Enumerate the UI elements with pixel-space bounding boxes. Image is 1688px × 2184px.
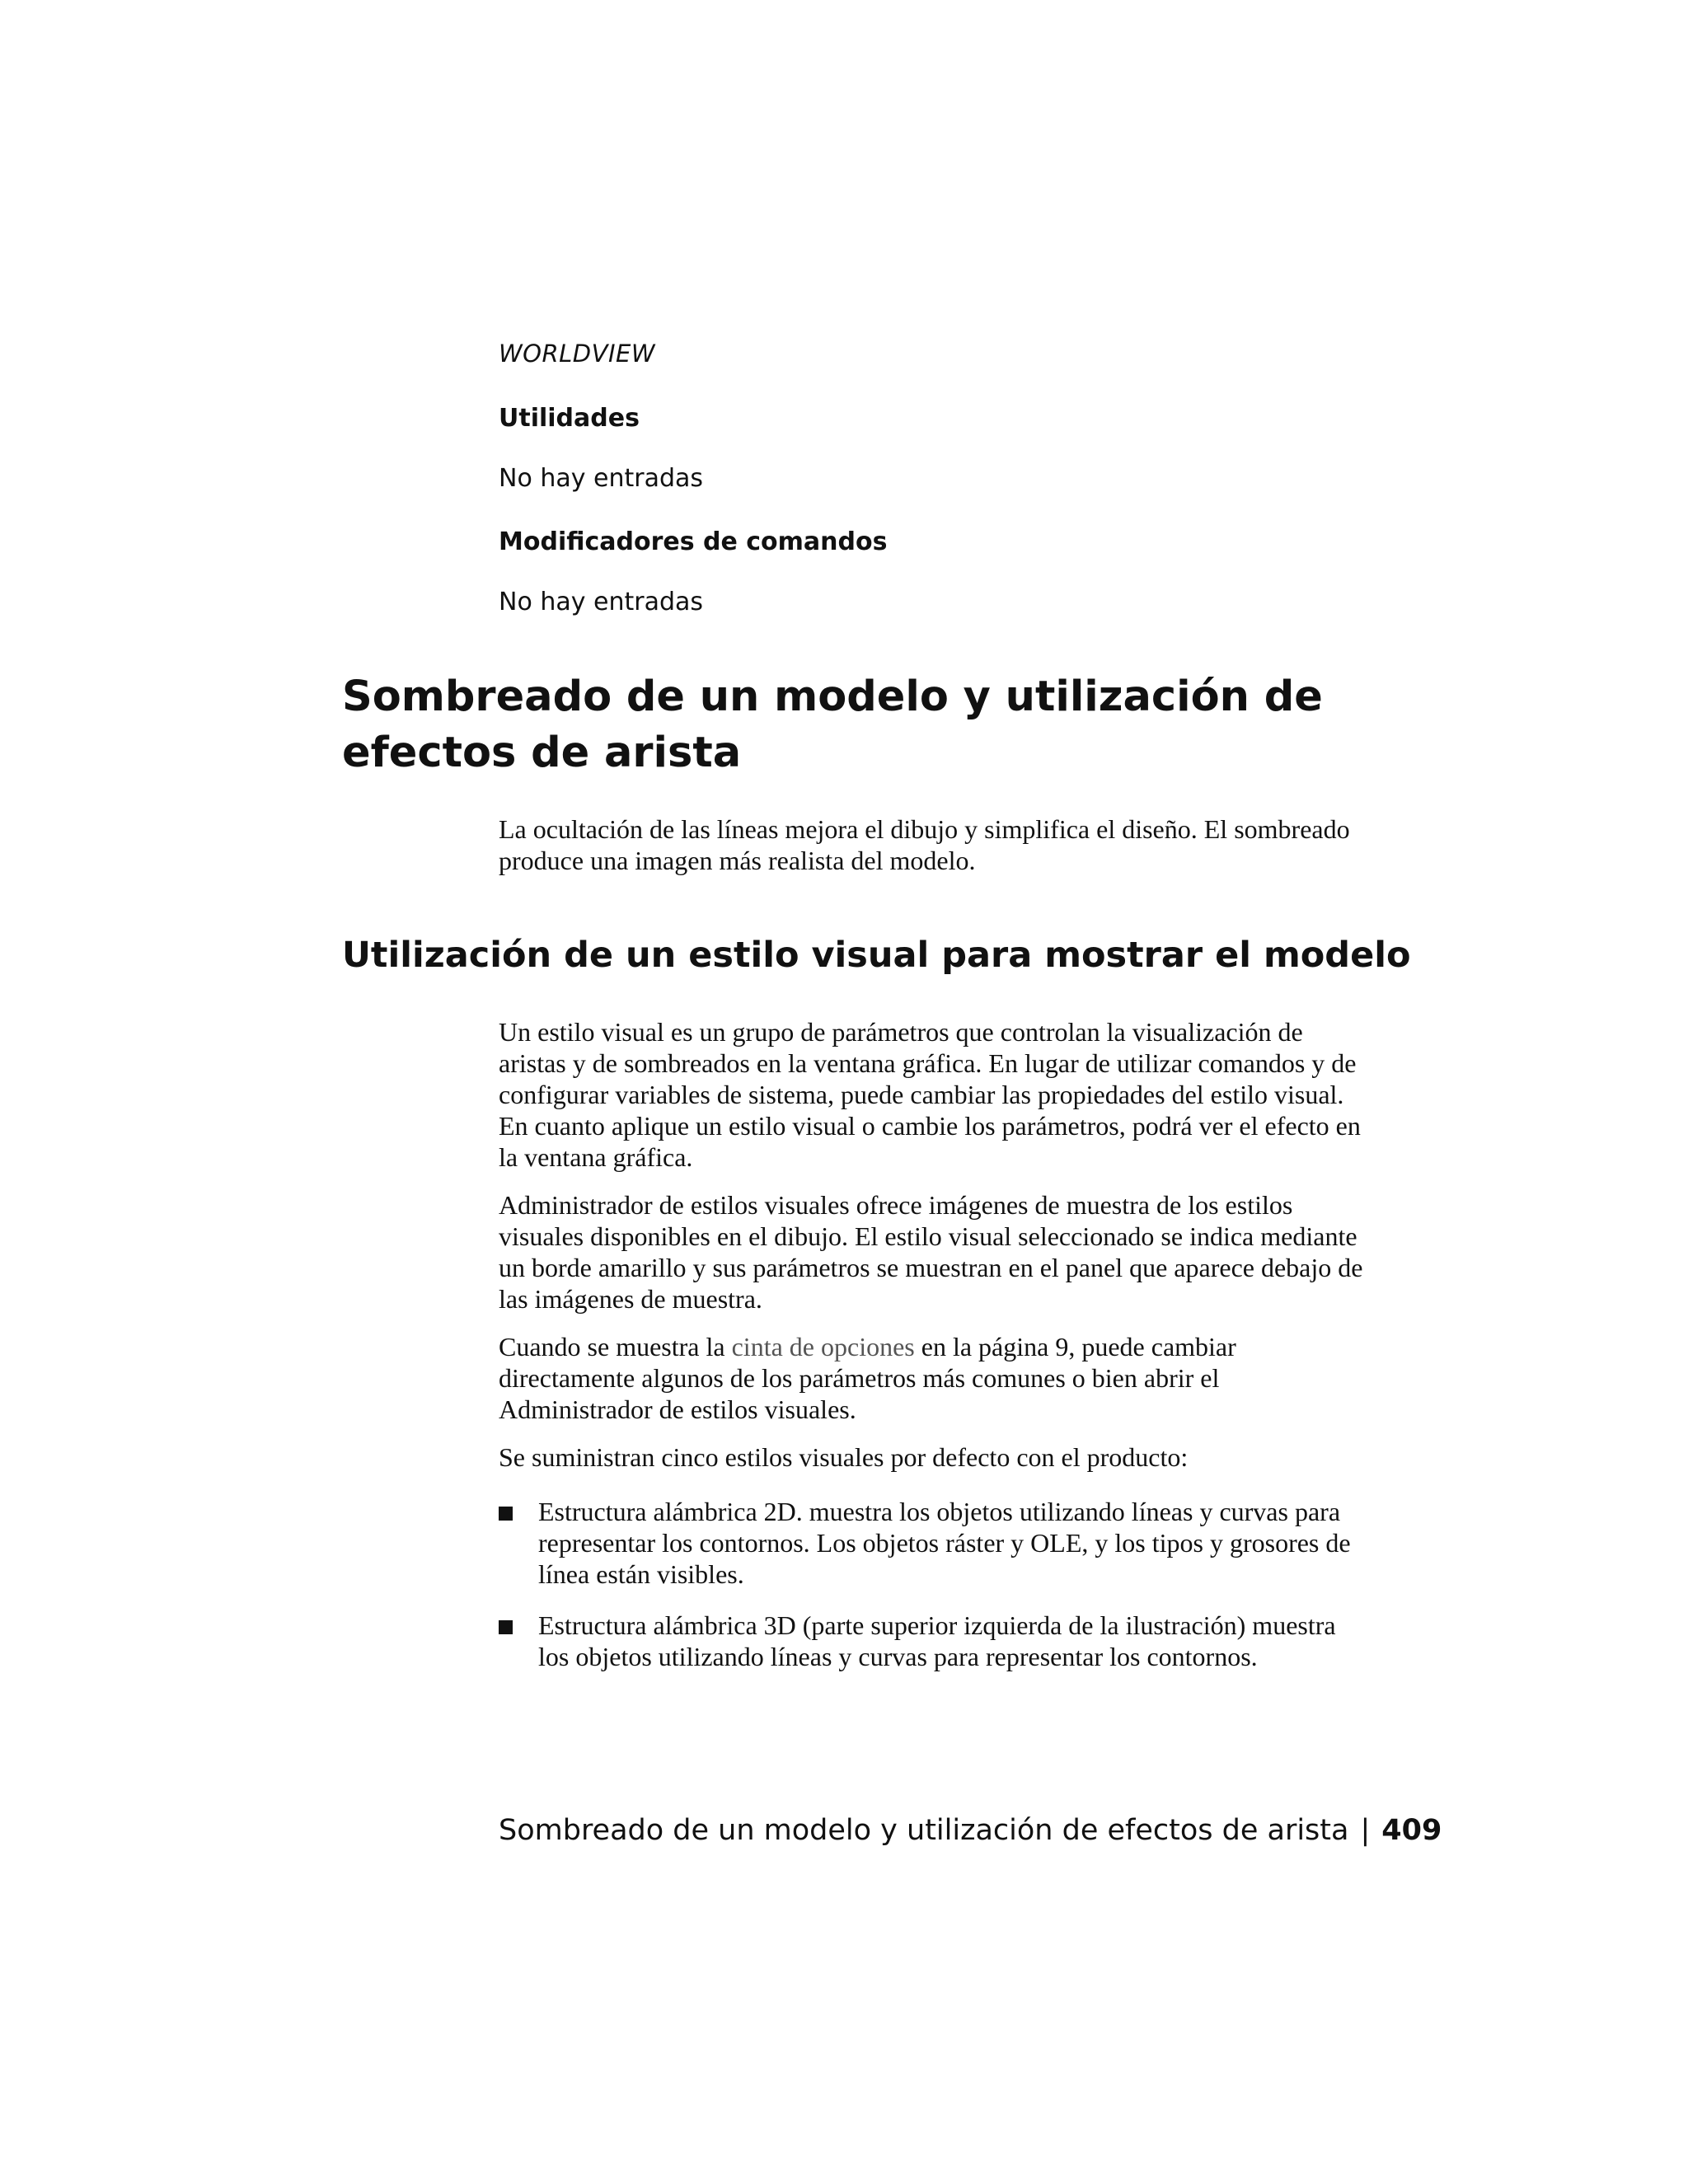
paragraph-ribbon-end: en la página 9, puede cambiar directamente algunos de los parámetros más comunes o bien abrir el Administrador de estilos visuales. [499,1332,1236,1424]
list-item-text: Estructura alámbrica 3D (parte superior izquierda de la ilustración) muestra los objetos utilizando líneas y curvas para representar los contornos. [538,1610,1336,1671]
command-name: WORLDVIEW [499,340,656,368]
bullet-square-icon [499,1507,513,1521]
ribbon-link[interactable]: cinta de opciones [731,1332,915,1361]
section-title: Sombreado de un modelo y utilización de efectos de arista [342,673,1323,777]
list-item [499,1610,1372,1672]
list-item-text: Estructura alámbrica 2D. muestra los objetos utilizando líneas y curvas para representar los contornos. Los objetos ráster y OLE, y los tipos y grosores de línea están visibles. [538,1497,1351,1589]
paragraph-ribbon [499,1331,1372,1425]
paragraph-visual-style: Un estilo visual es un grupo de parámetros que controlan la visualización de aristas y de sombreados en la ventana gráfica. En lugar de utilizar comandos y de configurar variables de sistema, puede cambiar las propiedades del estilo visual. En cuanto aplique un estilo visual o cambie los parámetros, podrá ver el efecto en la ventana gráfica. [499,1017,1361,1172]
modifiers-text: No hay entradas [499,588,704,616]
footer-separator: | [1360,1814,1371,1847]
bullet-square-icon [499,1620,513,1634]
paragraph-default-styles: Se suministran cinco estilos visuales por defecto con el producto: [499,1442,1189,1472]
modifiers-heading: Modificadores de comandos [499,527,888,556]
utilities-text: No hay entradas [499,464,704,493]
page-footer [499,1814,1442,1847]
section-intro: La ocultación de las líneas mejora el dibujo y simplifica el diseño. El sombreado produce una imagen más realista del modelo. [499,814,1350,875]
utilities-heading: Utilidades [499,404,640,433]
paragraph-style-manager: Administrador de estilos visuales ofrece imágenes de muestra de los estilos visuales disponibles en el dibujo. El estilo visual seleccionado se indica mediante un borde amarillo y sus parámetros se muestran en el panel que aparece debajo de las imágenes de muestra. [499,1190,1363,1314]
subsection-title: Utilización de un estilo visual para mostrar el modelo [342,935,1411,976]
page-number: 409 [1381,1814,1442,1847]
paragraph-ribbon-start: Cuando se muestra la [499,1332,732,1361]
running-title: Sombreado de un modelo y utilización de efectos de arista [499,1814,1349,1847]
list-item [499,1496,1372,1590]
